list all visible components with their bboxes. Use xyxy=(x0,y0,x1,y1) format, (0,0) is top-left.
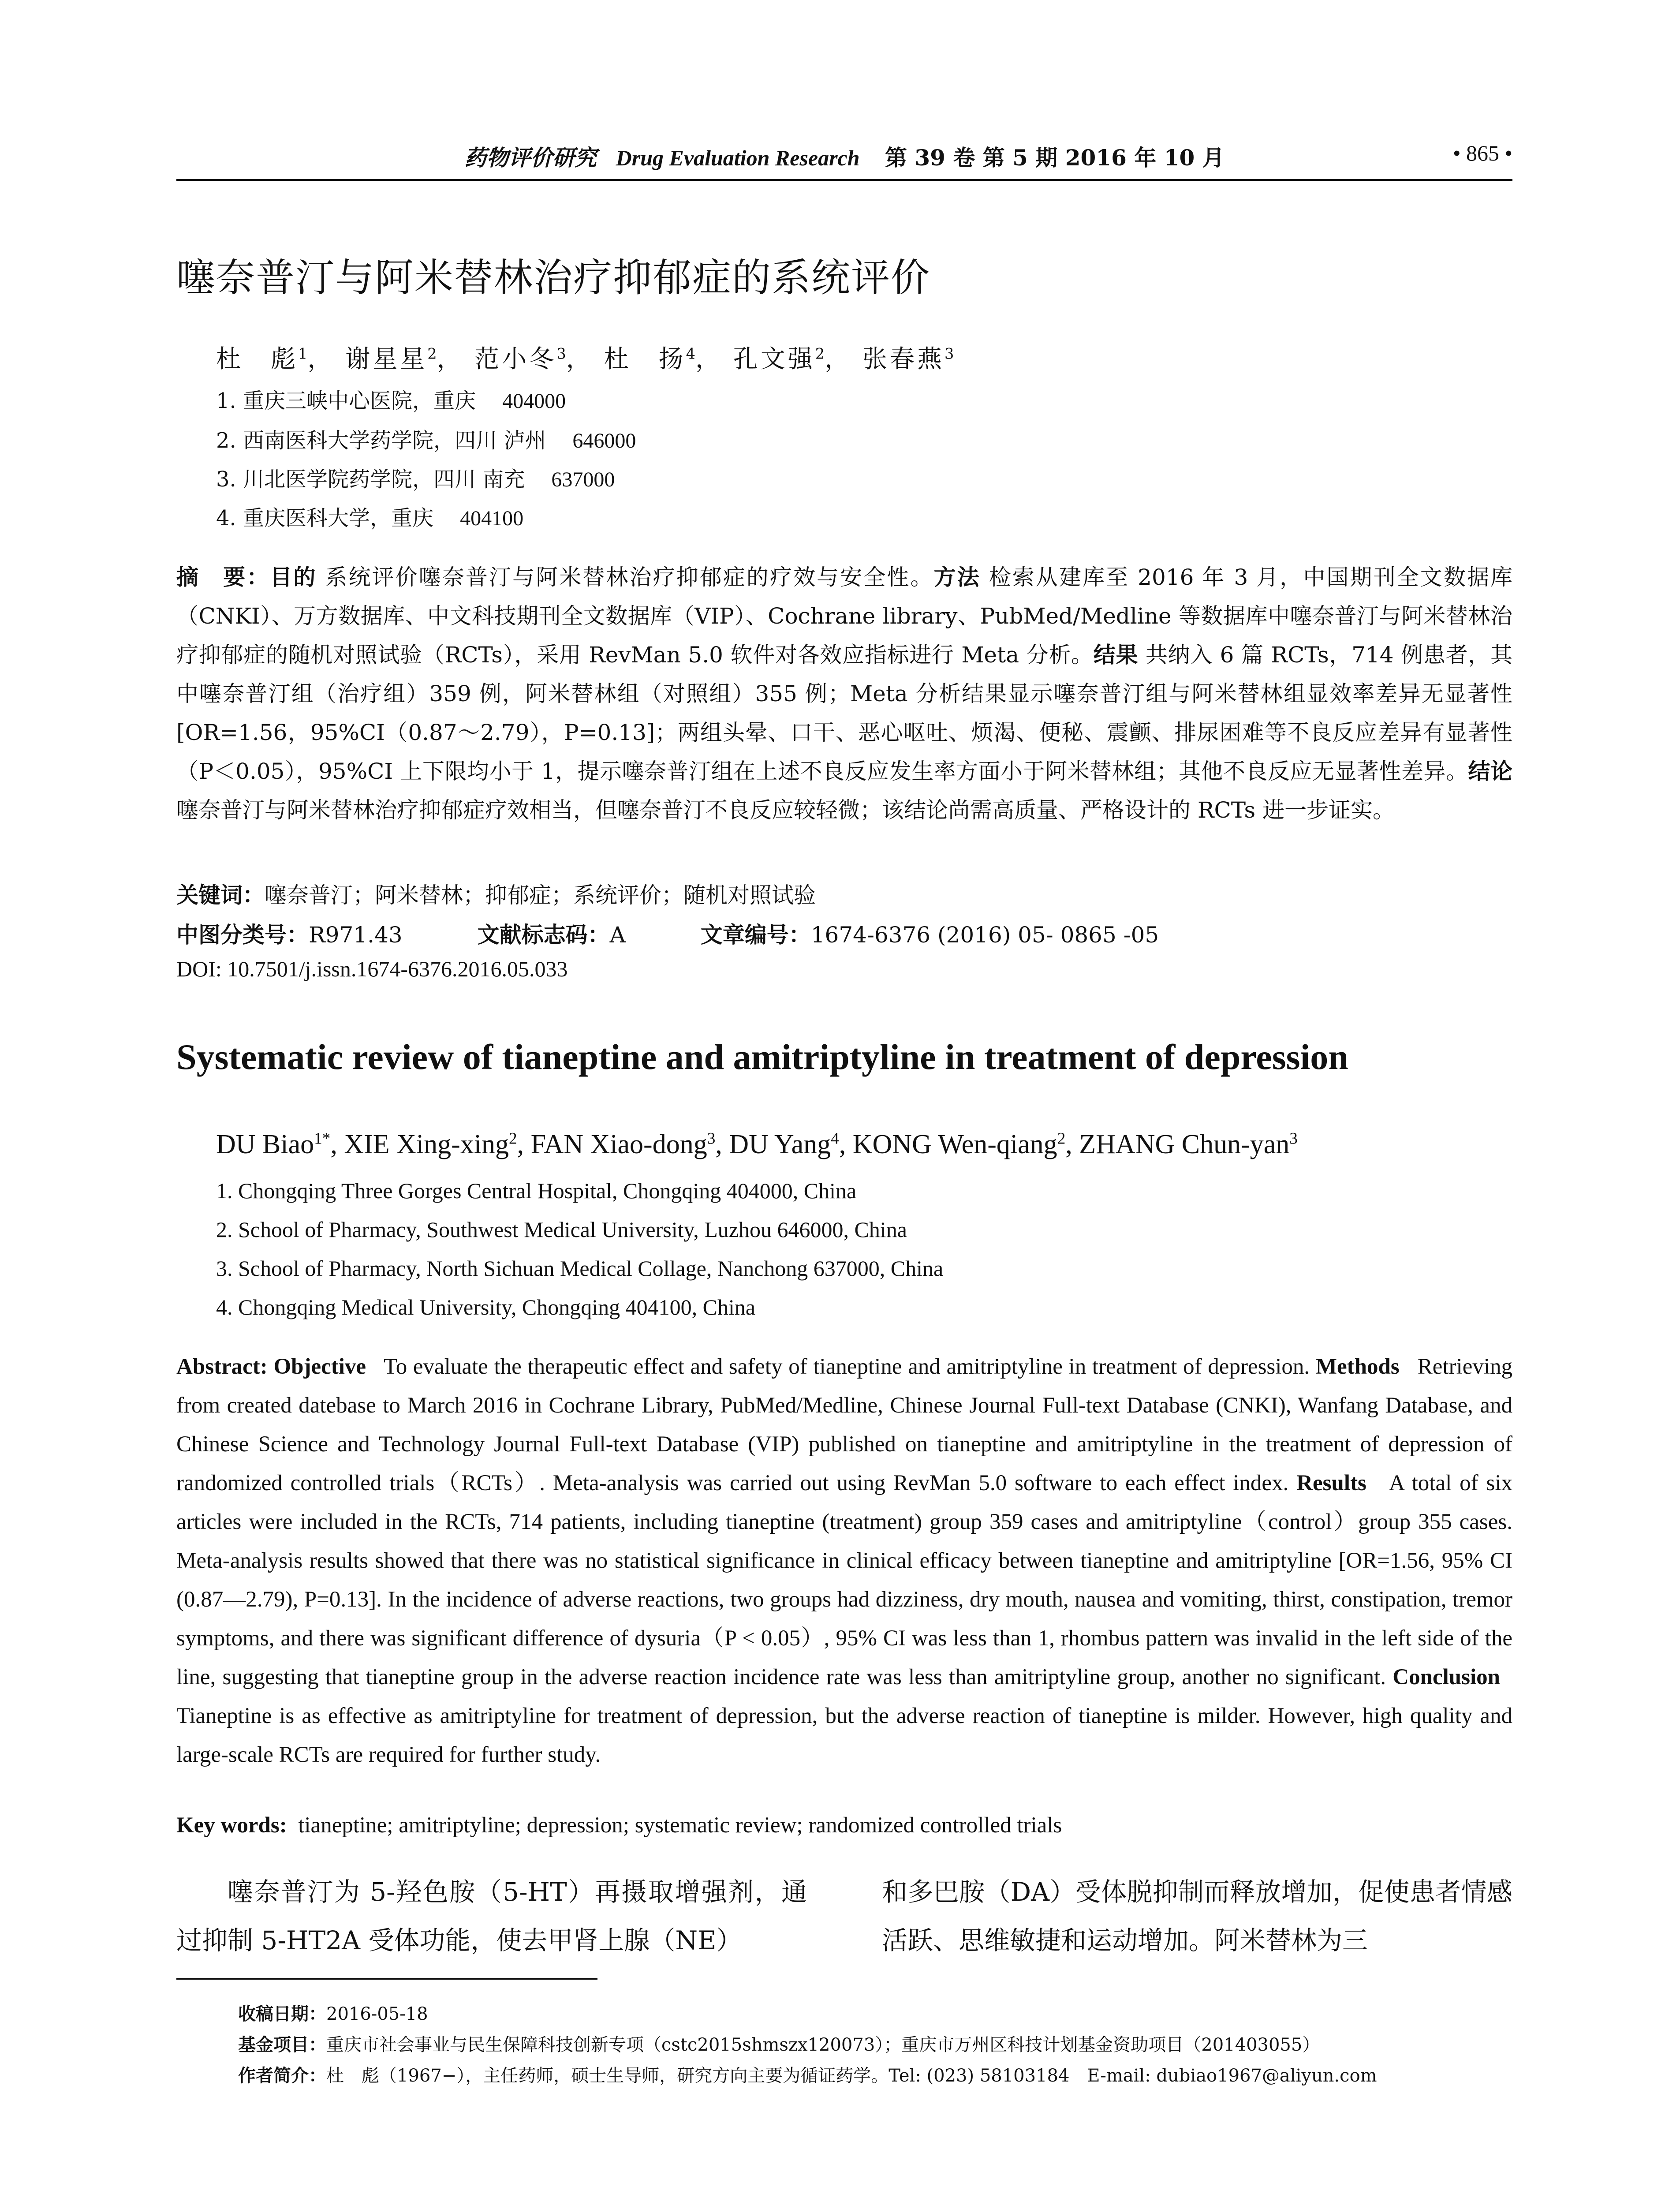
author-list-cn: 杜 彪$^1$， 谢星星$^2$， 范小冬$^3$， 杜 扬$^4$， 孔文强$^2$， 张春燕$^3$ xyxy=(216,345,954,374)
abstract-en xyxy=(176,1347,1512,1774)
objective-label: 目的 xyxy=(270,564,317,590)
author-name: 杜 彪 xyxy=(216,345,298,374)
methods-text: 检索从建库至 2016 年 3 月，中国期刊全文数据库（CNKI）、万方数据库、中文科技期刊全文数据库（VIP）、Cochrane library、PubMed/Medline 等数据库中噻奈普汀与阿米替林治疗抑郁症的随机对照试验（RCTs），采用 RevMan 5.0 软件对各效应指标进行 Meta 分析。 xyxy=(176,564,1513,668)
affiliation-en: 2. School of Pharmacy, Southwest Medical University, Luzhou 646000, China xyxy=(216,1217,907,1242)
keywords-cn xyxy=(176,878,816,909)
affiliation-en: 1. Chongqing Three Gorges Central Hospital, Chongqing 404000, China xyxy=(216,1178,857,1203)
postal-code: 637000 xyxy=(551,468,615,491)
footnote-author xyxy=(238,2062,1377,2087)
fund-label: 基金项目： xyxy=(238,2035,326,2055)
results-label: 结果 xyxy=(1093,642,1139,668)
doccode-value: A xyxy=(609,922,626,948)
journal-line xyxy=(176,140,1512,172)
keywords-text: tianeptine; amitriptyline; depression; systematic review; randomized controlled trials xyxy=(298,1813,1062,1838)
objective-text: 系统评价噻奈普汀与阿米替林治疗抑郁症的疗效与安全性。 xyxy=(325,564,934,590)
author-affil-sup: 2 xyxy=(509,1129,517,1148)
objective-text: To evaluate the therapeutic effect and safety of tianeptine and amitriptyline in treatment of depression. xyxy=(384,1354,1310,1379)
results-text: A total of six articles were included in the RCTs, 714 patients, including tianeptine (treatment) group 359 cases and amitriptyline（control）group 355 cases. Meta-analysis results showed that there was no statistical significance in clinical efficacy between tianeptine and amitriptyline [OR=1.56, 95% CI (0.87—2.79), P=0.13]. In the incidence of adverse reactions, two groups had dizziness, dry mouth, nausea and vomiting, thirst, constipation, tremor symptoms, and there was significant difference of dysuria（P < 0.05）, 95% CI was less than 1, rhombus pattern was invalid in the left side of the line, suggesting that tianeptine group in the adverse reaction incidence rate was less than amitriptyline group, another no significant. xyxy=(176,1471,1513,1689)
page-number: • 865 • xyxy=(1452,141,1512,165)
doccode-label: 文献标志码： xyxy=(477,922,610,948)
author-affil-sup: 3 xyxy=(556,345,566,363)
journal-logo-cn: 药物评价研究 xyxy=(464,145,597,171)
clc-label: 中图分类号： xyxy=(176,922,309,948)
author-affil-sup: 3 xyxy=(1289,1129,1298,1148)
objective-label: Objective xyxy=(273,1354,366,1379)
article-title-en: Systematic review of tianeptine and amitriptyline in treatment of depression xyxy=(176,1037,1348,1077)
author-name: 杜 扬 xyxy=(604,345,686,374)
methods-text: Retrieving from created datebase to March 2016 in Cochrane Library, PubMed/Medline, Chinese Journal Full-text Database (CNKI), Wanfang Database, and Chinese Science and Technology Journal Full-text Database (VIP) published on tianeptine and amitriptyline in the treatment of depression of randomized controlled trials（RCTs）. Meta-analysis was carried out using RevMan 5.0 software to each effect index. xyxy=(176,1354,1513,1495)
author-affil-sup: 2 xyxy=(815,345,825,363)
keywords-label: 关键词： xyxy=(176,882,265,908)
methods-label: Methods xyxy=(1315,1354,1400,1379)
author-affil-sup: 3 xyxy=(707,1129,716,1148)
abstract-label: Abstract: xyxy=(176,1354,268,1379)
affiliation-cn: 4. 重庆医科大学，重庆 404100 xyxy=(216,506,524,531)
keywords-text: 噻奈普汀；阿米替林；抑郁症；系统评价；随机对照试验 xyxy=(265,882,816,908)
running-header xyxy=(176,140,1512,180)
keywords-en xyxy=(176,1813,1062,1838)
affiliation-cn: 3. 川北医学院药学院，四川 南充 637000 xyxy=(216,467,615,492)
affiliation-en: 3. School of Pharmacy, North Sichuan Medical Collage, Nanchong 637000, China xyxy=(216,1256,944,1281)
author-name: XIE Xing-xing xyxy=(344,1129,509,1159)
author-name: DU Biao xyxy=(216,1129,314,1159)
conclusion-text: Tianeptine is as effective as amitriptyline for treatment of depression, but the adverse reaction of tianeptine is milder. However, high quality and large-scale RCTs are required for further study. xyxy=(176,1704,1512,1767)
footnote-fund xyxy=(238,2031,1320,2056)
conclusion-label: Conclusion xyxy=(1393,1665,1501,1689)
abstract-cn xyxy=(176,558,1512,830)
journal-name-en: Drug Evaluation Research xyxy=(616,146,860,170)
author-name: 范小冬 xyxy=(474,345,557,374)
affiliation-cn: 2. 西南医科大学药学院，四川 泸州 646000 xyxy=(216,428,636,453)
author-affil-sup: 3 xyxy=(944,345,954,363)
author-name: 张春燕 xyxy=(862,345,945,374)
author-affil-sup: 2 xyxy=(427,345,437,363)
author-name: 孔文强 xyxy=(733,345,815,374)
author-name: 谢星星 xyxy=(345,345,428,374)
conclusion-label: 结论 xyxy=(1468,759,1512,784)
conclusion-text: 噻奈普汀与阿米替林治疗抑郁症疗效相当，但噻奈普汀不良反应较轻微；该结论尚需高质量、严格设计的 RCTs 进一步证实。 xyxy=(176,797,1395,823)
author-name: KONG Wen-qiang xyxy=(852,1129,1057,1159)
author-affil-sup: 4 xyxy=(831,1129,839,1148)
classification-line xyxy=(176,917,1159,949)
author-affil-sup: 2 xyxy=(1057,1129,1066,1148)
author-affil-sup: 1 xyxy=(298,345,308,363)
postal-code: 646000 xyxy=(572,429,636,452)
author-bio-text: 杜 彪（1967−），主任药师，硕士生导师，研究方向主要为循证药学。Tel: (023) 58103184 E-mail: dubiao1967@aliyun.com xyxy=(326,2066,1377,2086)
methods-label: 方法 xyxy=(933,564,981,590)
article-no-value: 1674-6376 (2016) 05- 0865 -05 xyxy=(810,922,1159,948)
body-column-left: 噻奈普汀为 5-羟色胺（5-HT）再摄取增强剂，通过抑制 5-HT2A 受体功能，使去甲肾上腺（NE） xyxy=(176,1877,807,1955)
header-rule xyxy=(176,179,1512,181)
author-bio-label: 作者简介： xyxy=(238,2066,326,2086)
author-name: DU Yang xyxy=(729,1129,831,1159)
article-title-cn: 噻奈普汀与阿米替林治疗抑郁症的系统评价 xyxy=(176,255,931,300)
postal-code: 404000 xyxy=(502,389,566,413)
clc-value: R971.43 xyxy=(309,922,403,948)
affiliation-cn: 1. 重庆三峡中心医院，重庆 404000 xyxy=(216,389,566,413)
author-list-en: DU Biao$^{1*}$, XIE Xing-xing$^2$, FAN Xiao-dong$^3$, DU Yang$^4$, KONG Wen-qiang$^2$, ZHANG Chun-yan$^3$ xyxy=(216,1129,1298,1159)
affiliation-en: 4. Chongqing Medical University, Chongqing 404100, China xyxy=(216,1295,756,1319)
received-label: 收稿日期： xyxy=(238,2004,326,2024)
article-no-label: 文章编号： xyxy=(700,922,811,948)
author-name: FAN Xiao-dong xyxy=(530,1129,707,1159)
results-label: Results xyxy=(1296,1471,1366,1495)
postal-code: 404100 xyxy=(460,507,524,530)
footnote-received xyxy=(238,2000,428,2025)
author-affil-sup: 1* xyxy=(314,1129,331,1148)
doi: DOI: 10.7501/j.issn.1674-6376.2016.05.033 xyxy=(176,957,568,981)
fund-text: 重庆市社会事业与民生保障科技创新专项（cstc2015shmszx120073）；重庆市万州区科技计划基金资助项目（201403055） xyxy=(326,2035,1320,2055)
body-column-right: 和多巴胺（DA）受体脱抑制而释放增加，促使患者情感活跃、思维敏捷和运动增加。阿米替林为三 xyxy=(882,1877,1512,1955)
author-affil-sup: 4 xyxy=(686,345,695,363)
results-text: 共纳入 6 篇 RCTs，714 例患者，其中噻奈普汀组（治疗组）359 例，阿米替林组（对照组）355 例；Meta 分析结果显示噻奈普汀组与阿米替林组显效率差异无显著性[OR=1.56，95%CI（0.87～2.79），P=0.13]；两组头晕、口干、恶心呕吐、烦渴、便秘、震颤、排尿困难等不良反应差异有显著性（P＜0.05），95%CI 上下限均小于 1，提示噻奈普汀组在上述不良反应发生率方面小于阿米替林组；其他不良反应无显著性差异。 xyxy=(176,642,1512,784)
keywords-label: Key words: xyxy=(176,1813,287,1838)
issue-info: 第 39 卷 第 5 期 2016 年 10 月 xyxy=(885,145,1225,171)
footnote-rule xyxy=(176,1978,597,1980)
abstract-label: 摘 要： xyxy=(176,564,270,590)
author-name: ZHANG Chun-yan xyxy=(1079,1129,1290,1159)
received-date: 2016-05-18 xyxy=(326,2004,428,2024)
